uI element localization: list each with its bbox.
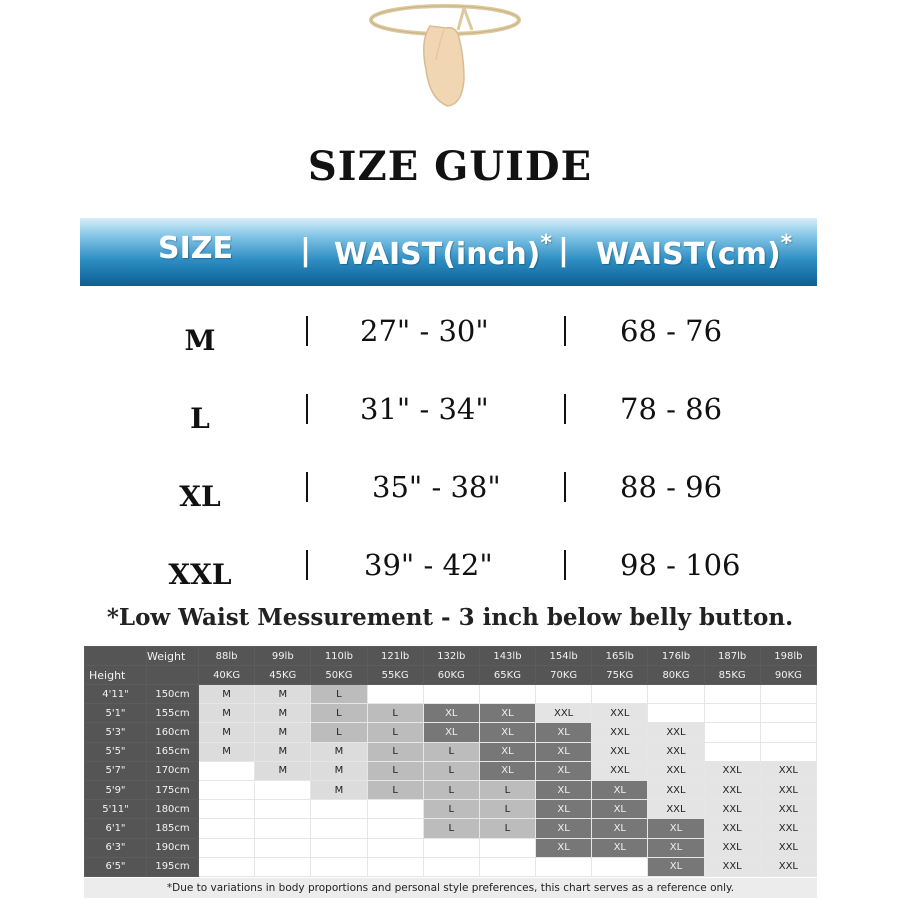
waist-cm-value: 98 - 106 — [620, 548, 741, 582]
empty-cell — [199, 819, 255, 838]
height-cm-label: 180cm — [147, 800, 199, 819]
size-cell: XL — [592, 780, 648, 799]
weight-label: Weight — [147, 647, 199, 666]
size-cell: XL — [479, 723, 535, 742]
empty-cell — [479, 857, 535, 876]
height-cm-label: 170cm — [147, 761, 199, 780]
chart-row — [85, 857, 817, 876]
page-title: SIZE GUIDE — [307, 143, 593, 190]
chart-row — [85, 761, 817, 780]
chart-row — [85, 742, 817, 761]
chart-row — [85, 704, 817, 723]
empty-cell — [760, 685, 816, 704]
chart-corner-blank — [85, 647, 147, 666]
height-cm-label: 165cm — [147, 742, 199, 761]
size-cell: L — [479, 819, 535, 838]
size-cell: XXL — [648, 800, 704, 819]
size-cell: M — [199, 704, 255, 723]
size-cell: L — [423, 780, 479, 799]
empty-cell — [704, 685, 760, 704]
header-separator-1: | — [300, 233, 311, 268]
chart-corner-blank — [147, 666, 199, 685]
size-cell: L — [367, 742, 423, 761]
empty-cell — [760, 704, 816, 723]
column-divider — [306, 550, 308, 580]
weight-lb-label: 121lb — [367, 647, 423, 666]
size-cell: XL — [479, 742, 535, 761]
empty-cell — [255, 857, 311, 876]
height-cm-label: 175cm — [147, 780, 199, 799]
size-cell: XXL — [760, 761, 816, 780]
chart-row — [85, 780, 817, 799]
size-cell: XXL — [704, 819, 760, 838]
size-cell: XXL — [760, 780, 816, 799]
column-divider — [306, 472, 308, 502]
size-row — [80, 540, 817, 600]
column-divider — [564, 550, 566, 580]
size-cell: L — [367, 723, 423, 742]
waist-inch-value: 31" - 34" — [360, 392, 489, 426]
size-cell: M — [199, 685, 255, 704]
weight-lb-label: 99lb — [255, 647, 311, 666]
empty-cell — [367, 857, 423, 876]
size-cell: L — [479, 780, 535, 799]
empty-cell — [311, 857, 367, 876]
size-cell: XL — [536, 761, 592, 780]
size-cell: XL — [648, 857, 704, 876]
empty-cell — [367, 800, 423, 819]
reference-footnote: *Due to variations in body proportions and personal style preferences, this chart serves as a reference only. — [84, 878, 817, 898]
size-cell: L — [423, 819, 479, 838]
empty-cell — [648, 685, 704, 704]
size-cell: M — [311, 780, 367, 799]
chart-row — [85, 723, 817, 742]
empty-cell — [648, 704, 704, 723]
chart-header-kg — [85, 666, 817, 685]
size-cell: XXL — [704, 800, 760, 819]
size-cell: XL — [536, 819, 592, 838]
weight-lb-label: 143lb — [479, 647, 535, 666]
weight-lb-label: 154lb — [536, 647, 592, 666]
size-cell: XL — [479, 761, 535, 780]
size-cell: L — [311, 704, 367, 723]
size-cell: XL — [592, 819, 648, 838]
size-row — [80, 384, 817, 444]
empty-cell — [423, 838, 479, 857]
weight-kg-label: 50KG — [311, 666, 367, 685]
height-weight-chart — [84, 646, 817, 877]
size-cell: XXL — [648, 761, 704, 780]
size-cell: XL — [536, 723, 592, 742]
product-image — [360, 0, 530, 118]
empty-cell — [592, 857, 648, 876]
size-cell: M — [199, 723, 255, 742]
asterisk-icon: * — [780, 231, 793, 256]
size-cell: M — [311, 761, 367, 780]
size-cell: L — [479, 800, 535, 819]
size-cell: L — [311, 685, 367, 704]
weight-kg-label: 55KG — [367, 666, 423, 685]
height-cm-label: 160cm — [147, 723, 199, 742]
weight-lb-label: 187lb — [704, 647, 760, 666]
size-cell: XXL — [704, 838, 760, 857]
waist-cm-value: 78 - 86 — [620, 392, 723, 426]
size-label: XL — [179, 480, 221, 513]
weight-kg-label: 60KG — [423, 666, 479, 685]
weight-kg-label: 80KG — [648, 666, 704, 685]
waist-inch-value: 27" - 30" — [360, 314, 489, 348]
size-label: XXL — [168, 558, 232, 591]
empty-cell — [255, 800, 311, 819]
empty-cell — [199, 838, 255, 857]
weight-kg-label: 40KG — [199, 666, 255, 685]
empty-cell — [255, 780, 311, 799]
waist-inch-value: 35" - 38" — [372, 470, 501, 504]
empty-cell — [536, 857, 592, 876]
size-cell: M — [255, 742, 311, 761]
size-cell: XXL — [704, 857, 760, 876]
header-waist-cm: WAIST(cm)* — [596, 231, 793, 272]
size-cell: XXL — [648, 742, 704, 761]
empty-cell — [199, 780, 255, 799]
chart-row — [85, 838, 817, 857]
size-cell: L — [367, 780, 423, 799]
size-cell: L — [367, 704, 423, 723]
size-cell: M — [255, 761, 311, 780]
size-cell: L — [423, 800, 479, 819]
size-cell: XXL — [592, 723, 648, 742]
empty-cell — [479, 685, 535, 704]
size-cell: M — [255, 723, 311, 742]
height-ft-label: 4'11" — [85, 685, 147, 704]
asterisk-icon: * — [540, 231, 552, 256]
header-waist-inch: WAIST(inch)* — [334, 231, 552, 272]
waist-measurement-note: *Low Waist Messurement - 3 inch below belly button. — [106, 604, 794, 631]
weight-lb-label: 165lb — [592, 647, 648, 666]
weight-kg-label: 65KG — [479, 666, 535, 685]
empty-cell — [367, 685, 423, 704]
waist-inch-value: 39" - 42" — [364, 548, 493, 582]
empty-cell — [367, 838, 423, 857]
height-cm-label: 155cm — [147, 704, 199, 723]
weight-lb-label: 110lb — [311, 647, 367, 666]
size-cell: XXL — [760, 819, 816, 838]
weight-lb-label: 88lb — [199, 647, 255, 666]
size-cell: XXL — [592, 761, 648, 780]
empty-cell — [704, 704, 760, 723]
empty-cell — [255, 819, 311, 838]
weight-kg-label: 70KG — [536, 666, 592, 685]
size-row — [80, 462, 817, 522]
height-ft-label: 5'11" — [85, 800, 147, 819]
empty-cell — [423, 857, 479, 876]
height-ft-label: 5'9" — [85, 780, 147, 799]
size-cell: XXL — [760, 838, 816, 857]
size-cell: XXL — [536, 704, 592, 723]
empty-cell — [311, 800, 367, 819]
chart-header-lb — [85, 647, 817, 666]
empty-cell — [311, 819, 367, 838]
waist-cm-value: 88 - 96 — [620, 470, 723, 504]
column-divider — [306, 394, 308, 424]
height-weight-table — [84, 646, 817, 877]
weight-lb-label: 198lb — [760, 647, 816, 666]
empty-cell — [760, 723, 816, 742]
empty-cell — [479, 838, 535, 857]
height-cm-label: 195cm — [147, 857, 199, 876]
height-label: Height — [85, 666, 147, 685]
height-ft-label: 5'3" — [85, 723, 147, 742]
size-cell: XL — [648, 838, 704, 857]
height-ft-label: 5'1" — [85, 704, 147, 723]
header-separator-2: | — [558, 233, 569, 268]
size-cell: XL — [648, 819, 704, 838]
empty-cell — [423, 685, 479, 704]
size-cell: L — [423, 742, 479, 761]
size-label: L — [190, 402, 210, 435]
empty-cell — [199, 857, 255, 876]
size-cell: XXL — [704, 761, 760, 780]
size-cell: XL — [536, 800, 592, 819]
size-cell: M — [255, 685, 311, 704]
weight-lb-label: 176lb — [648, 647, 704, 666]
size-cell: XL — [423, 704, 479, 723]
size-cell: XL — [592, 800, 648, 819]
empty-cell — [311, 838, 367, 857]
height-ft-label: 6'3" — [85, 838, 147, 857]
weight-lb-label: 132lb — [423, 647, 479, 666]
weight-kg-label: 75KG — [592, 666, 648, 685]
empty-cell — [367, 819, 423, 838]
height-ft-label: 5'5" — [85, 742, 147, 761]
size-cell: XXL — [704, 780, 760, 799]
size-cell: XL — [536, 838, 592, 857]
chart-row — [85, 685, 817, 704]
column-divider — [564, 316, 566, 346]
weight-kg-label: 90KG — [760, 666, 816, 685]
column-divider — [564, 394, 566, 424]
empty-cell — [760, 742, 816, 761]
size-cell: XL — [423, 723, 479, 742]
empty-cell — [704, 742, 760, 761]
size-cell: L — [367, 761, 423, 780]
size-cell: M — [311, 742, 367, 761]
size-cell: XL — [536, 742, 592, 761]
empty-cell — [592, 685, 648, 704]
size-cell: XXL — [592, 704, 648, 723]
column-divider — [306, 316, 308, 346]
size-cell: XXL — [648, 780, 704, 799]
waist-cm-value: 68 - 76 — [620, 314, 723, 348]
header-size: SIZE — [158, 231, 234, 266]
size-cell: L — [423, 761, 479, 780]
size-cell: XXL — [648, 723, 704, 742]
height-cm-label: 190cm — [147, 838, 199, 857]
chart-row — [85, 819, 817, 838]
size-cell: M — [255, 704, 311, 723]
size-cell: XL — [592, 838, 648, 857]
size-label: M — [184, 324, 216, 357]
column-divider — [564, 472, 566, 502]
size-row — [80, 306, 817, 366]
size-cell: XL — [536, 780, 592, 799]
size-table-header — [80, 218, 817, 286]
height-ft-label: 6'5" — [85, 857, 147, 876]
empty-cell — [199, 800, 255, 819]
size-cell: XXL — [592, 742, 648, 761]
empty-cell — [255, 838, 311, 857]
empty-cell — [704, 723, 760, 742]
size-cell: XXL — [760, 800, 816, 819]
size-cell: XXL — [760, 857, 816, 876]
empty-cell — [199, 761, 255, 780]
height-ft-label: 5'7" — [85, 761, 147, 780]
size-cell: M — [199, 742, 255, 761]
weight-kg-label: 45KG — [255, 666, 311, 685]
weight-kg-label: 85KG — [704, 666, 760, 685]
height-ft-label: 6'1" — [85, 819, 147, 838]
size-cell: L — [311, 723, 367, 742]
chart-row — [85, 800, 817, 819]
size-cell: XL — [479, 704, 535, 723]
empty-cell — [536, 685, 592, 704]
height-cm-label: 185cm — [147, 819, 199, 838]
height-cm-label: 150cm — [147, 685, 199, 704]
